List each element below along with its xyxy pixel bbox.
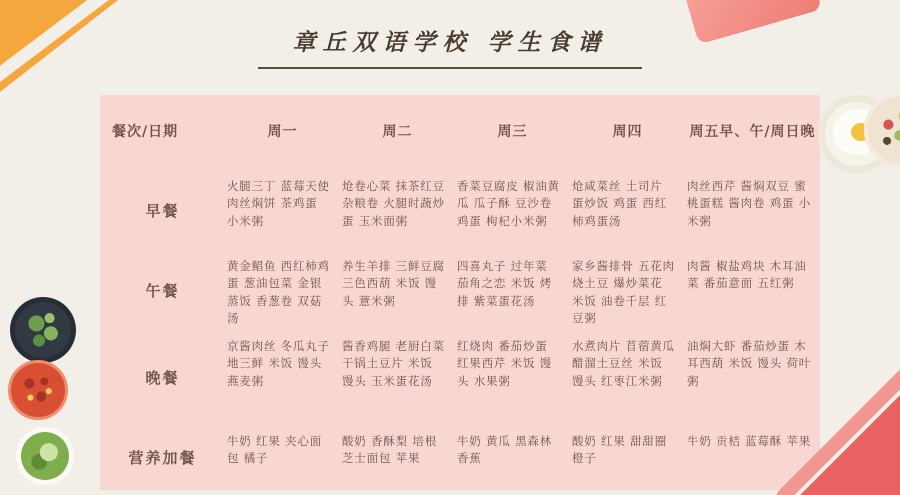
header-cell-meal-date: 餐次/日期 bbox=[112, 123, 179, 140]
menu-cell-lunch-monday: 黄金鲳鱼 西红柿鸡蛋 葱油包菜 金银蒸饭 香葱卷 双菇汤 bbox=[227, 259, 330, 325]
menu-cell-dinner-wednesday: 红烧肉 番茄炒蛋 红果西芹 米饭 馒头 水果粥 bbox=[457, 339, 553, 388]
header-cell-friday-sunday: 周五早、午/周日晚 bbox=[689, 123, 816, 140]
menu-cell-breakfast-wednesday: 香菜豆腐皮 椒油黄瓜 瓜子酥 豆沙卷 鸡蛋 枸杞小米粥 bbox=[457, 179, 560, 228]
menu-cell-snack-wednesday: 牛奶 黄瓜 黑森林 香蕉 bbox=[457, 434, 553, 466]
salad-bowl-photo bbox=[10, 297, 76, 363]
menu-cell-dinner-thursday: 水煮肉片 苜蓿黄瓜 醋溜土豆丝 米饭 馒头 红枣江米粥 bbox=[572, 339, 675, 388]
header-cell-monday: 周一 bbox=[267, 123, 298, 140]
matcha-plate-photo bbox=[16, 427, 74, 485]
menu-cell-lunch-tuesday: 养生羊排 三鲜豆腐 三色西葫 米饭 馒头 薏米粥 bbox=[342, 259, 445, 308]
menu-cell-breakfast-monday: 火腿三丁 蓝莓天使 肉丝焖饼 茶鸡蛋 小米粥 bbox=[227, 179, 330, 228]
header-cell-tuesday: 周二 bbox=[382, 123, 413, 140]
menu-cell-snack-friday: 牛奶 贡桔 蓝莓酥 苹果 bbox=[687, 434, 812, 448]
menu-cell-dinner-tuesday: 酱香鸡腿 老厨白菜 干锅土豆片 米饭 馒头 玉米蛋花汤 bbox=[342, 339, 445, 388]
menu-cell-breakfast-tuesday: 炝卷心菜 抹茶红豆 杂粮卷 火腿时蔬炒蛋 玉米面粥 bbox=[342, 179, 445, 228]
row-label-breakfast: 早餐 bbox=[145, 201, 180, 220]
menu-table bbox=[100, 95, 820, 490]
menu-cell-dinner-monday: 京酱肉丝 冬瓜丸子 地三鲜 米饭 馒头 燕麦粥 bbox=[227, 339, 330, 388]
header-cell-wednesday: 周三 bbox=[497, 123, 528, 140]
menu-cell-lunch-thursday: 家乡酱排骨 五花肉烧土豆 爆炒菜花 米饭 油卷千层 红豆粥 bbox=[572, 259, 675, 325]
menu-cell-lunch-wednesday: 四喜丸子 过年菜 茄角之恋 米饭 烤排 紫菜蛋花汤 bbox=[457, 259, 553, 308]
menu-cell-dinner-friday: 油焖大虾 番茄炒蛋 木耳西葫 米饭 馒头 荷叶粥 bbox=[687, 339, 812, 388]
menu-cell-lunch-friday: 肉酱 椒盐鸡块 木耳油菜 番茄意面 五红粥 bbox=[687, 259, 807, 291]
row-label-snack: 营养加餐 bbox=[128, 449, 197, 467]
menu-cell-breakfast-thursday: 炝咸菜丝 土司片 蛋炒饭 鸡蛋 西红柿鸡蛋汤 bbox=[572, 179, 668, 228]
menu-cell-snack-thursday: 酸奶 红果 甜甜圈 橙子 bbox=[572, 434, 668, 466]
pizza-plate-photo bbox=[8, 360, 68, 420]
menu-cell-breakfast-friday: 肉丝西芹 酱焖双豆 蜜桃蛋糕 酱肉卷 鸡蛋 小米粥 bbox=[687, 179, 812, 228]
menu-cell-snack-tuesday: 酸奶 香酥梨 培根芝士面包 苹果 bbox=[342, 434, 438, 466]
menu-cell-snack-monday: 牛奶 红果 夹心面包 橘子 bbox=[227, 434, 323, 466]
title-area bbox=[0, 24, 900, 69]
row-label-lunch: 午餐 bbox=[145, 281, 180, 300]
row-label-dinner: 晚餐 bbox=[145, 369, 180, 387]
header-cell-thursday: 周四 bbox=[612, 123, 643, 140]
page-title: 章丘双语学校 学生食谱 bbox=[258, 24, 641, 69]
